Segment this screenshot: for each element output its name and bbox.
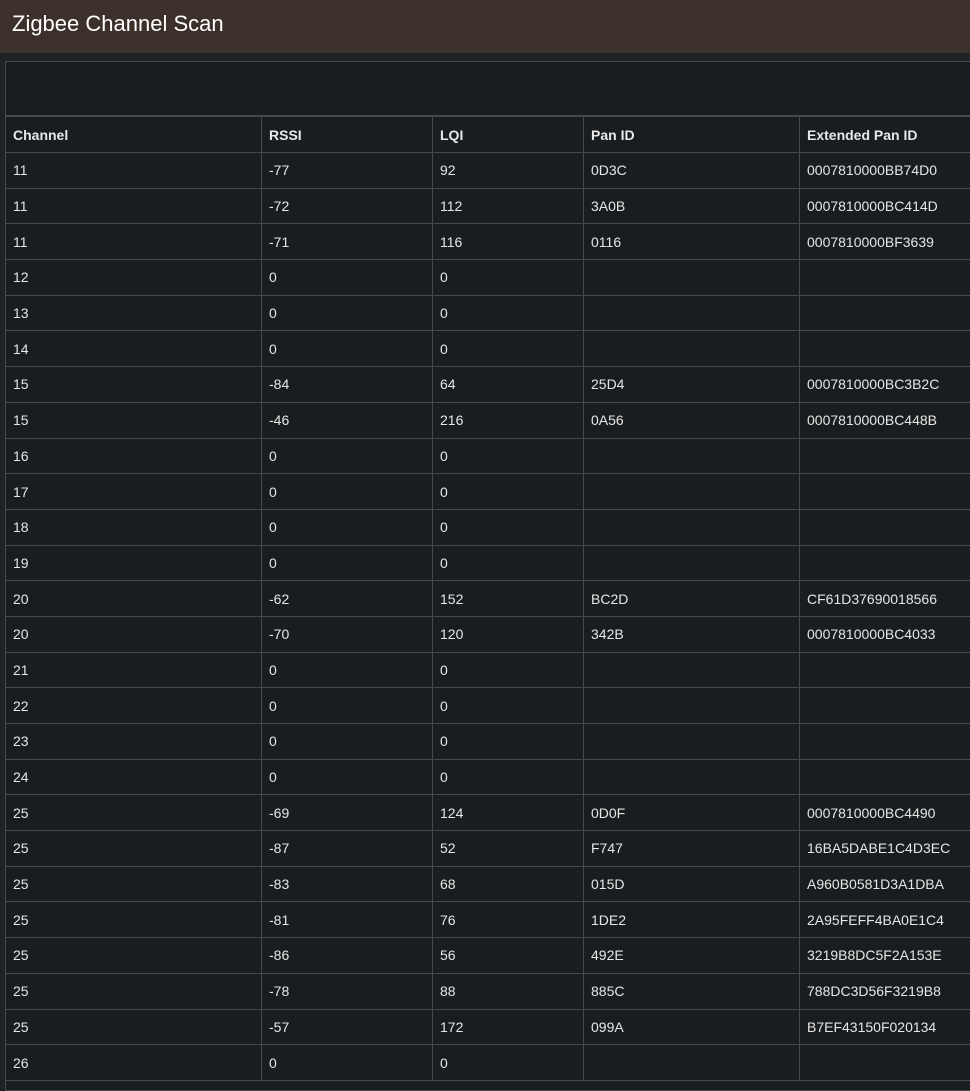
rssi-cell: -86 [262, 938, 433, 974]
table-row[interactable] [6, 260, 970, 296]
extended-pan-id-cell: 3219B8DC5F2A153E [800, 938, 970, 974]
rssi-cell: 0 [262, 509, 433, 545]
extended-pan-id-cell [800, 545, 970, 581]
table-row[interactable] [6, 581, 970, 617]
channel-cell: 26 [6, 1045, 262, 1081]
pan-id-cell [584, 331, 800, 367]
page-title: Zigbee Channel Scan [12, 13, 224, 35]
pan-id-cell: 099A [584, 1009, 800, 1045]
table-row[interactable] [6, 795, 970, 831]
scan-results-table [5, 116, 970, 1081]
pan-id-cell [584, 438, 800, 474]
pan-id-cell [584, 474, 800, 510]
table-row[interactable] [6, 902, 970, 938]
column-header-rssi[interactable]: RSSI [262, 117, 433, 153]
rssi-cell: 0 [262, 260, 433, 296]
rssi-cell: -83 [262, 866, 433, 902]
table-row[interactable] [6, 331, 970, 367]
pan-id-cell: 3A0B [584, 188, 800, 224]
lqi-cell: 0 [433, 438, 584, 474]
pan-id-cell: 0D0F [584, 795, 800, 831]
rssi-cell: -72 [262, 188, 433, 224]
extended-pan-id-cell [800, 474, 970, 510]
channel-cell: 14 [6, 331, 262, 367]
extended-pan-id-cell: 2A95FEFF4BA0E1C4 [800, 902, 970, 938]
column-header-channel[interactable]: Channel [6, 117, 262, 153]
lqi-cell: 64 [433, 367, 584, 403]
table-row[interactable] [6, 1009, 970, 1045]
title-bar [0, 0, 970, 53]
channel-cell: 13 [6, 295, 262, 331]
extended-pan-id-cell: 0007810000BC448B [800, 402, 970, 438]
channel-cell: 25 [6, 866, 262, 902]
channel-cell: 25 [6, 902, 262, 938]
rssi-cell: 0 [262, 474, 433, 510]
rssi-cell: 0 [262, 688, 433, 724]
rssi-cell: -71 [262, 224, 433, 260]
channel-cell: 15 [6, 367, 262, 403]
table-body [6, 153, 970, 1081]
extended-pan-id-cell: B7EF43150F020134 [800, 1009, 970, 1045]
rssi-cell: 0 [262, 724, 433, 760]
rssi-cell: 0 [262, 331, 433, 367]
channel-cell: 19 [6, 545, 262, 581]
lqi-cell: 116 [433, 224, 584, 260]
table-row[interactable] [6, 295, 970, 331]
column-header-extended-pan-id[interactable]: Extended Pan ID [800, 117, 970, 153]
pan-id-cell: 015D [584, 866, 800, 902]
pan-id-cell: 342B [584, 616, 800, 652]
table-row[interactable] [6, 616, 970, 652]
lqi-cell: 0 [433, 509, 584, 545]
table-row[interactable] [6, 831, 970, 867]
table-toolbar [6, 62, 970, 116]
channel-cell: 25 [6, 938, 262, 974]
column-header-lqi[interactable]: LQI [433, 117, 584, 153]
channel-cell: 25 [6, 973, 262, 1009]
rssi-cell: -46 [262, 402, 433, 438]
extended-pan-id-cell [800, 331, 970, 367]
pan-id-cell: BC2D [584, 581, 800, 617]
rssi-cell: 0 [262, 438, 433, 474]
rssi-cell: -87 [262, 831, 433, 867]
extended-pan-id-cell: A960B0581D3A1DBA [800, 866, 970, 902]
table-row[interactable] [6, 545, 970, 581]
extended-pan-id-cell: 0007810000BB74D0 [800, 153, 970, 189]
rssi-cell: -77 [262, 153, 433, 189]
lqi-cell: 124 [433, 795, 584, 831]
table-row[interactable] [6, 474, 970, 510]
lqi-cell: 0 [433, 688, 584, 724]
channel-cell: 20 [6, 616, 262, 652]
table-row[interactable] [6, 938, 970, 974]
lqi-cell: 120 [433, 616, 584, 652]
channel-cell: 18 [6, 509, 262, 545]
lqi-cell: 0 [433, 474, 584, 510]
table-row[interactable] [6, 438, 970, 474]
extended-pan-id-cell [800, 724, 970, 760]
pan-id-cell: 25D4 [584, 367, 800, 403]
rssi-cell: 0 [262, 1045, 433, 1081]
pan-id-cell [584, 688, 800, 724]
channel-cell: 22 [6, 688, 262, 724]
channel-cell: 11 [6, 153, 262, 189]
channel-cell: 23 [6, 724, 262, 760]
channel-cell: 12 [6, 260, 262, 296]
lqi-cell: 56 [433, 938, 584, 974]
rssi-cell: -81 [262, 902, 433, 938]
extended-pan-id-cell: CF61D37690018566 [800, 581, 970, 617]
lqi-cell: 76 [433, 902, 584, 938]
extended-pan-id-cell [800, 1045, 970, 1081]
extended-pan-id-cell: 0007810000BC4033 [800, 616, 970, 652]
channel-cell: 25 [6, 795, 262, 831]
extended-pan-id-cell [800, 509, 970, 545]
rssi-cell: -84 [262, 367, 433, 403]
extended-pan-id-cell [800, 295, 970, 331]
scan-results-panel [5, 61, 970, 1091]
channel-cell: 11 [6, 188, 262, 224]
extended-pan-id-cell: 0007810000BC4490 [800, 795, 970, 831]
lqi-cell: 112 [433, 188, 584, 224]
channel-cell: 11 [6, 224, 262, 260]
channel-cell: 21 [6, 652, 262, 688]
lqi-cell: 0 [433, 652, 584, 688]
rssi-cell: -57 [262, 1009, 433, 1045]
channel-cell: 25 [6, 1009, 262, 1045]
lqi-cell: 52 [433, 831, 584, 867]
table-row[interactable] [6, 866, 970, 902]
channel-cell: 20 [6, 581, 262, 617]
table-row[interactable] [6, 652, 970, 688]
pan-id-cell [584, 545, 800, 581]
pan-id-cell [584, 759, 800, 795]
rssi-cell: -69 [262, 795, 433, 831]
extended-pan-id-cell [800, 759, 970, 795]
pan-id-cell [584, 724, 800, 760]
column-header-pan-id[interactable]: Pan ID [584, 117, 800, 153]
rssi-cell: -62 [262, 581, 433, 617]
channel-cell: 24 [6, 759, 262, 795]
table-row[interactable] [6, 402, 970, 438]
table-header-row [6, 117, 970, 153]
rssi-cell: -78 [262, 973, 433, 1009]
pan-id-cell: 0A56 [584, 402, 800, 438]
lqi-cell: 68 [433, 866, 584, 902]
extended-pan-id-cell [800, 438, 970, 474]
table-row[interactable] [6, 153, 970, 189]
extended-pan-id-cell: 16BA5DABE1C4D3EC [800, 831, 970, 867]
lqi-cell: 0 [433, 759, 584, 795]
lqi-cell: 0 [433, 331, 584, 367]
lqi-cell: 152 [433, 581, 584, 617]
pan-id-cell: 885C [584, 973, 800, 1009]
rssi-cell: 0 [262, 545, 433, 581]
rssi-cell: 0 [262, 759, 433, 795]
channel-cell: 16 [6, 438, 262, 474]
lqi-cell: 0 [433, 295, 584, 331]
pan-id-cell [584, 295, 800, 331]
channel-cell: 17 [6, 474, 262, 510]
extended-pan-id-cell: 0007810000BF3639 [800, 224, 970, 260]
channel-cell: 15 [6, 402, 262, 438]
pan-id-cell: F747 [584, 831, 800, 867]
pan-id-cell [584, 260, 800, 296]
pan-id-cell [584, 509, 800, 545]
lqi-cell: 172 [433, 1009, 584, 1045]
pan-id-cell: 0D3C [584, 153, 800, 189]
table-row[interactable] [6, 759, 970, 795]
pan-id-cell: 1DE2 [584, 902, 800, 938]
extended-pan-id-cell [800, 688, 970, 724]
table-row[interactable] [6, 367, 970, 403]
lqi-cell: 0 [433, 260, 584, 296]
lqi-cell: 0 [433, 545, 584, 581]
table-row[interactable] [6, 1045, 970, 1081]
channel-cell: 25 [6, 831, 262, 867]
lqi-cell: 0 [433, 724, 584, 760]
rssi-cell: 0 [262, 652, 433, 688]
pan-id-cell [584, 652, 800, 688]
table-row[interactable] [6, 973, 970, 1009]
pan-id-cell: 0116 [584, 224, 800, 260]
rssi-cell: 0 [262, 295, 433, 331]
table-row[interactable] [6, 724, 970, 760]
pan-id-cell: 492E [584, 938, 800, 974]
extended-pan-id-cell: 0007810000BC414D [800, 188, 970, 224]
lqi-cell: 92 [433, 153, 584, 189]
extended-pan-id-cell [800, 260, 970, 296]
extended-pan-id-cell: 0007810000BC3B2C [800, 367, 970, 403]
table-row[interactable] [6, 509, 970, 545]
table-row[interactable] [6, 224, 970, 260]
pan-id-cell [584, 1045, 800, 1081]
extended-pan-id-cell [800, 652, 970, 688]
lqi-cell: 0 [433, 1045, 584, 1081]
extended-pan-id-cell: 788DC3D56F3219B8 [800, 973, 970, 1009]
rssi-cell: -70 [262, 616, 433, 652]
table-row[interactable] [6, 688, 970, 724]
lqi-cell: 216 [433, 402, 584, 438]
table-row[interactable] [6, 188, 970, 224]
lqi-cell: 88 [433, 973, 584, 1009]
